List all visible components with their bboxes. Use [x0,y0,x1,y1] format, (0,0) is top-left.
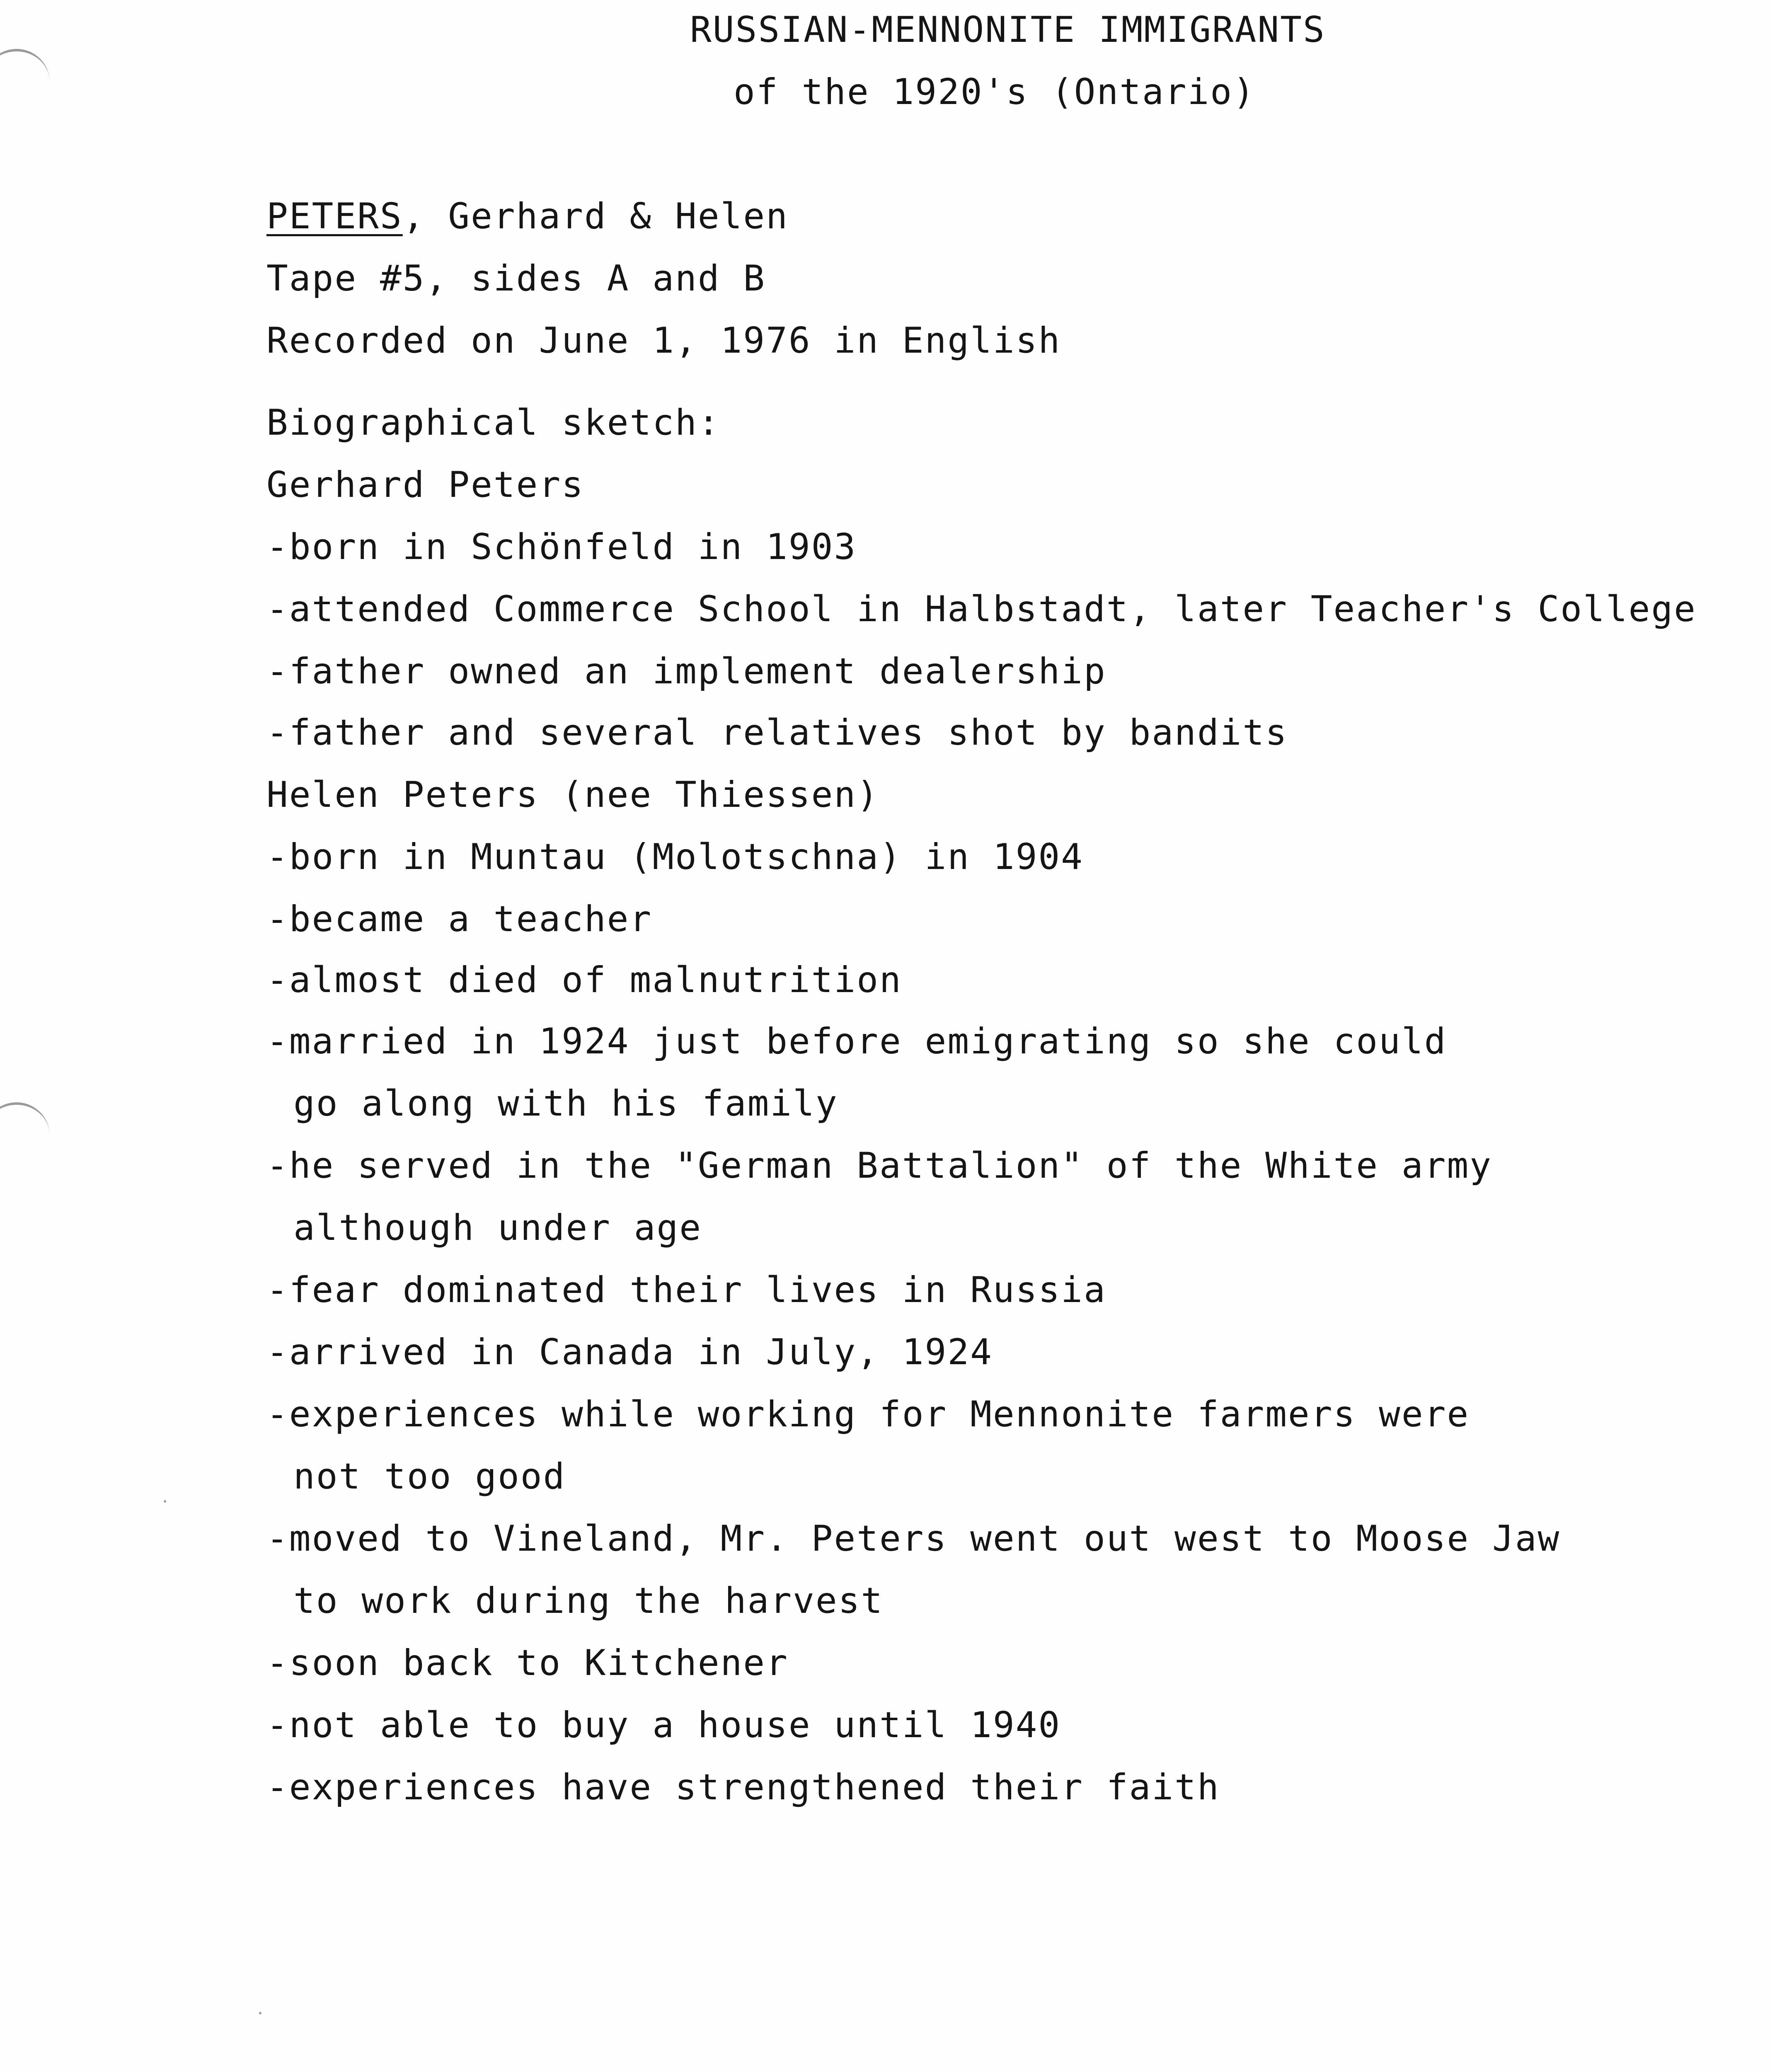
list-item: -fear dominated their lives in Russia [266,1269,1107,1311]
list-item: -experiences while working for Mennonite farmers were [266,1394,1470,1435]
interviewee-line [266,196,789,237]
list-item-continuation: not too good [293,1456,566,1497]
list-item: -soon back to Kitchener [266,1642,789,1684]
list-item: -arrived in Canada in July, 1924 [266,1331,993,1373]
recording-info: Recorded on June 1, 1976 in English [266,320,1061,361]
document-title: RUSSIAN-MENNONITE IMMIGRANTS [690,9,1326,51]
interviewee-given-names: , Gerhard & Helen [402,196,789,237]
list-item: -not able to buy a house until 1940 [266,1704,1061,1746]
scan-speck [164,1500,166,1503]
list-item: -married in 1924 just before emigrating so she could [266,1021,1447,1062]
list-item: -attended Commerce School in Halbstadt, later Teacher's College [266,588,1697,630]
list-item: -father owned an implement dealership [266,651,1107,692]
list-item: -father and several relatives shot by bandits [266,712,1288,753]
binder-hole-mark [0,1102,50,1150]
list-item: -he served in the "German Battalion" of the White army [266,1145,1492,1186]
list-item-continuation: to work during the harvest [293,1580,884,1622]
interviewee-surname: PETERS [266,196,403,237]
list-item-continuation: go along with his family [293,1083,838,1124]
list-item: -born in Schönfeld in 1903 [266,526,857,568]
scan-speck [259,2012,262,2014]
binder-hole-mark [0,49,50,97]
person-name-gerhard: Gerhard Peters [266,464,584,506]
list-item: -became a teacher [266,898,653,940]
list-item: -experiences have strengthened their faith [266,1767,1220,1808]
list-item: -born in Muntau (Molotschna) in 1904 [266,836,1084,878]
list-item-continuation: although under age [293,1207,702,1249]
document-subtitle: of the 1920's (Ontario) [734,71,1256,113]
person-name-helen: Helen Peters (nee Thiessen) [266,774,879,816]
list-item: -moved to Vineland, Mr. Peters went out west to Moose Jaw [266,1518,1561,1559]
list-item: -almost died of malnutrition [266,959,902,1001]
tape-info: Tape #5, sides A and B [266,258,766,299]
sketch-heading: Biographical sketch: [266,402,721,443]
